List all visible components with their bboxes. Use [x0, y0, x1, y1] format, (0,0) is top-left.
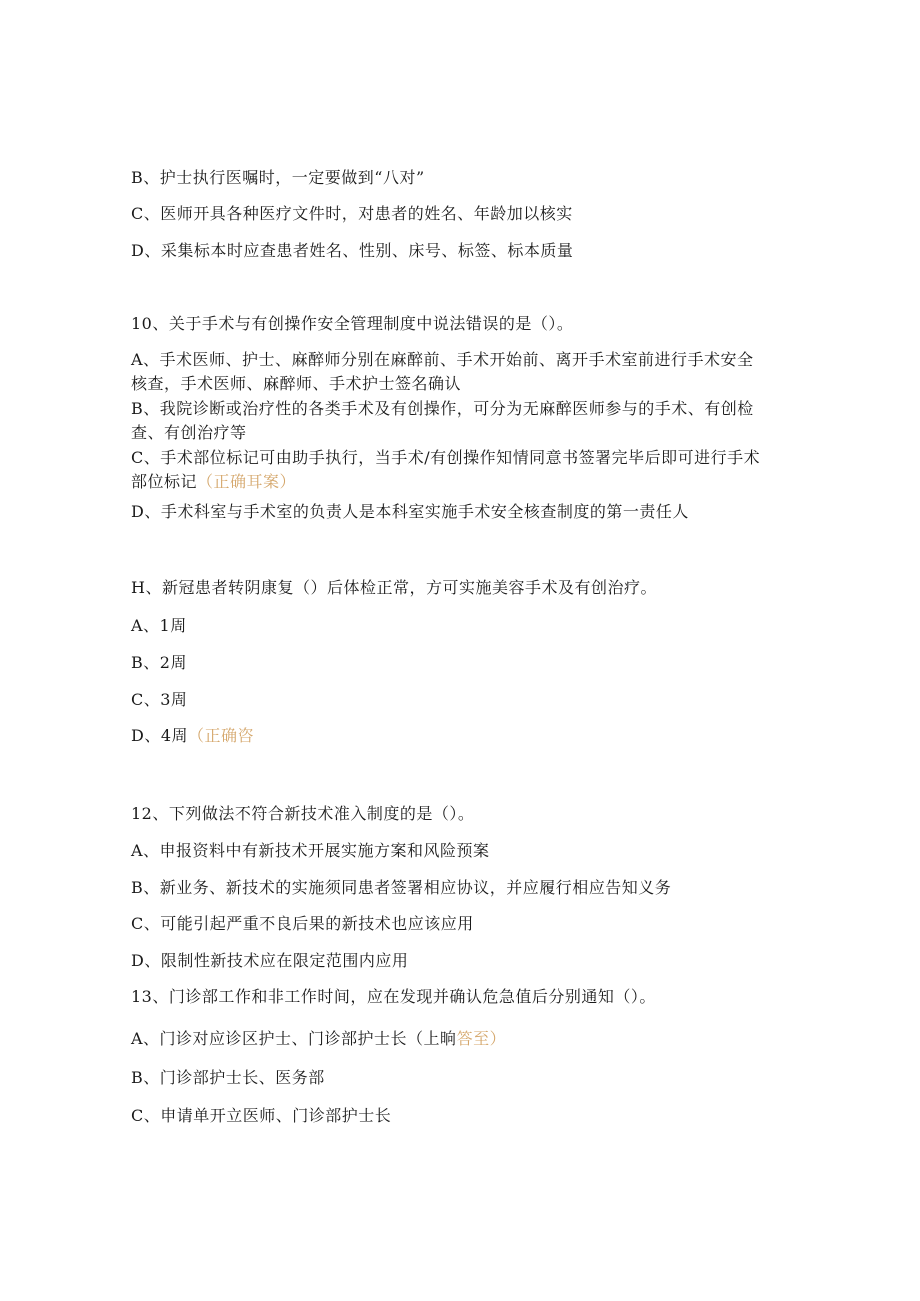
- q10-question: 10、关于手术与有创操作安全管理制度中说法错误的是（）。: [131, 314, 574, 333]
- q13-option-a: [131, 1027, 791, 1051]
- q10-option-c-line2: [131, 470, 791, 494]
- q13-option-a-text: A、门诊对应诊区护士、门诊部护士长（上晌: [131, 1029, 457, 1048]
- q11-option-d-text: D、4周: [131, 726, 189, 745]
- q13-option-b: B、门诊部护士长、医务部: [131, 1068, 325, 1087]
- q10-option-c-line1: C、手术部位标记可由助手执行，当手术/有创操作知情同意书签署完毕后即可进行手术: [131, 448, 761, 467]
- q10-option-b-line1: B、我院诊断或治疗性的各类手术及有创操作，可分为无麻醉医师参与的手术、有创检: [131, 399, 754, 418]
- q9-option-d: D、采集标本时应查患者姓名、性别、床号、标签、标本质量: [131, 241, 574, 260]
- q10-option-c-text: 部位标记: [131, 472, 198, 491]
- q12-option-b: B、新业务、新技术的实施须同患者签署相应协议，并应履行相应告知义务: [131, 878, 672, 897]
- q13-question: 13、门诊部工作和非工作时间，应在发现并确认危急值后分别通知（）。: [131, 987, 656, 1006]
- q10-option-b-line2: 查、有创治疗等: [131, 423, 247, 442]
- answer-mark: 答至）: [456, 1029, 507, 1048]
- q12-option-a: A、申报资料中有新技术开展实施方案和风险预案: [131, 841, 490, 860]
- q11-option-a: A、1周: [131, 616, 187, 635]
- answer-mark: （正确耳案）: [197, 472, 297, 491]
- q11-option-b: B、2周: [131, 653, 187, 672]
- q9-option-c: C、医师开具各种医疗文件时，对患者的姓名、年龄加以核实: [131, 204, 573, 223]
- q13-option-c: C、申请单开立医师、门诊部护士长: [131, 1106, 392, 1125]
- q12-option-d: D、限制性新技术应在限定范围内应用: [131, 951, 409, 970]
- q11-option-c: C、3周: [131, 690, 188, 709]
- q12-option-c: C、可能引起严重不良后果的新技术也应该应用: [131, 914, 474, 933]
- q11-question: H、新冠患者转阴康复（）后体检正常，方可实施美容手术及有创治疗。: [131, 578, 657, 597]
- q10-option-a-line2: 核查，手术医师、麻醉师、手术护士签名确认: [131, 374, 462, 393]
- q10-option-a-line1: A、手术医师、护士、麻醉师分别在麻醉前、手术开始前、离开手术室前进行手术安全: [131, 350, 754, 369]
- q9-option-b: B、护士执行医嘱时，一定要做到“八对”: [131, 168, 425, 187]
- q11-option-d: [131, 724, 791, 748]
- q12-question: 12、下列做法不符合新技术准入制度的是（）。: [131, 804, 475, 823]
- q10-option-d: D、手术科室与手术室的负责人是本科室实施手术安全核查制度的第一责任人: [131, 502, 689, 521]
- answer-mark: （正确咨: [188, 726, 255, 745]
